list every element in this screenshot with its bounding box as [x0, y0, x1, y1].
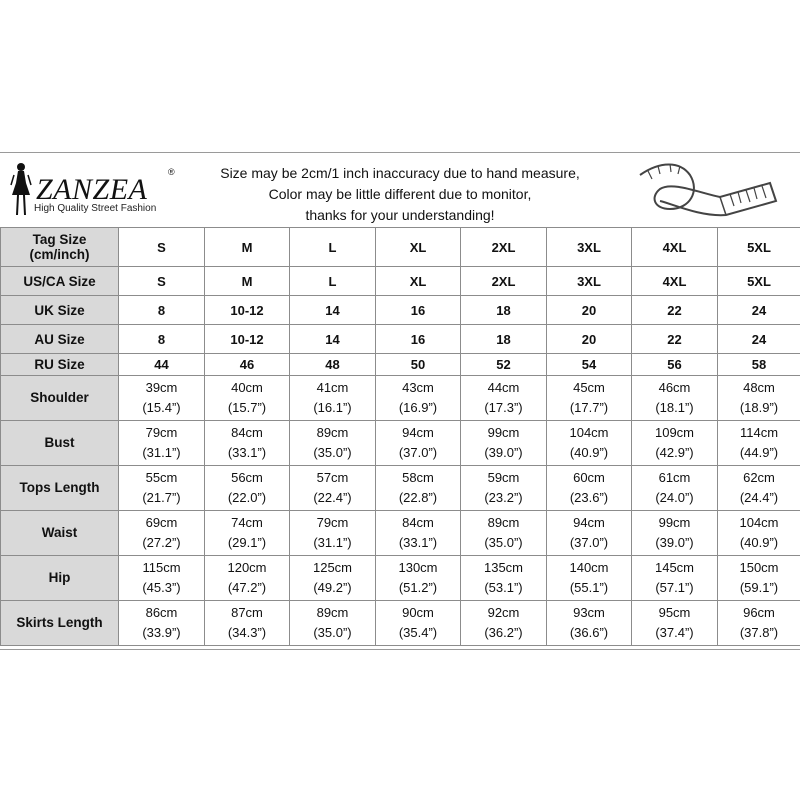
cm-value: 61cm	[658, 470, 691, 485]
measure-cell	[290, 421, 376, 466]
inch-value: (18.1”)	[655, 400, 694, 415]
cm-value: 62cm	[743, 470, 775, 485]
inch-value: (21.7”)	[142, 490, 181, 505]
size-cell: 18	[461, 325, 547, 354]
cm-value: 109cm	[654, 425, 695, 440]
measure-cell	[718, 601, 800, 646]
registered-mark: ®	[168, 167, 175, 177]
brand-name: ZANZEA	[36, 173, 148, 206]
inch-value: (23.2”)	[484, 490, 523, 505]
cm-value: 89cm	[316, 605, 349, 620]
size-cell: 8	[119, 296, 205, 325]
row-label: UK Size	[1, 296, 119, 325]
row-label: Shoulder	[1, 376, 119, 421]
inch-value: (33.1”)	[227, 445, 267, 460]
cm-value: 95cm	[658, 605, 691, 620]
inch-value: (37.4”)	[655, 625, 694, 640]
measure-cell	[205, 466, 290, 511]
inch-value: (33.9”)	[142, 625, 181, 640]
cm-value: 120cm	[227, 560, 267, 575]
measure-cell	[718, 556, 800, 601]
cm-value: 58cm	[402, 470, 434, 485]
cm-value: 69cm	[145, 515, 178, 530]
cm-value: 104cm	[569, 425, 609, 440]
measure-cell	[376, 421, 461, 466]
size-cell: XL	[376, 267, 461, 296]
cm-value: 93cm	[573, 605, 605, 620]
table-row	[1, 556, 800, 601]
size-cell: 14	[290, 325, 376, 354]
size-cell: 24	[718, 325, 800, 354]
cm-value: 84cm	[402, 515, 434, 530]
measure-cell	[290, 466, 376, 511]
size-cell: 4XL	[632, 267, 718, 296]
cm-value: 89cm	[316, 425, 349, 440]
inch-value: (40.9”)	[569, 445, 609, 460]
inch-value: (35.4”)	[398, 625, 438, 640]
table-row	[1, 354, 800, 376]
measure-cell	[461, 556, 547, 601]
inch-value: (34.3”)	[227, 625, 267, 640]
size-cell: 16	[376, 296, 461, 325]
inch-value: (37.8”)	[739, 625, 779, 640]
cm-value: 115cm	[142, 560, 181, 575]
size-cell: 5XL	[718, 267, 800, 296]
measure-cell	[461, 376, 547, 421]
measure-cell	[376, 556, 461, 601]
inch-value: (59.1”)	[739, 580, 779, 595]
measure-cell	[632, 421, 718, 466]
cm-value: 135cm	[483, 560, 524, 575]
inch-value: (15.4”)	[142, 400, 181, 415]
measuring-tape-icon	[630, 157, 780, 221]
size-cell: M	[205, 228, 290, 267]
cm-value: 79cm	[145, 425, 178, 440]
cm-value: 84cm	[231, 425, 263, 440]
inch-value: (36.2”)	[484, 625, 523, 640]
inch-value: (24.0”)	[655, 490, 694, 505]
inch-value: (53.1”)	[484, 580, 523, 595]
inch-value: (39.0”)	[655, 535, 694, 550]
inch-value: (40.9”)	[739, 535, 779, 550]
brand-logo	[10, 161, 180, 219]
inch-value: (31.1”)	[313, 535, 352, 550]
cm-value: 130cm	[398, 560, 438, 575]
notice-line: thanks for your understanding!	[305, 207, 495, 223]
size-cell: L	[290, 267, 376, 296]
cm-value: 94cm	[402, 425, 434, 440]
cm-value: 40cm	[231, 380, 263, 395]
inch-value: (42.9”)	[655, 445, 694, 460]
row-label: Waist	[1, 511, 119, 556]
row-label: Tag Size (cm/inch)	[1, 228, 119, 267]
row-label: RU Size	[1, 354, 119, 376]
size-cell: 46	[205, 354, 290, 376]
inch-value: (16.9”)	[398, 400, 438, 415]
notice-line: Color may be little different due to monitor,	[268, 186, 532, 202]
measure-cell	[119, 376, 205, 421]
table-row	[1, 511, 800, 556]
size-cell: 2XL	[461, 228, 547, 267]
size-cell: 4XL	[632, 228, 718, 267]
table-row	[1, 601, 800, 646]
cm-value: 94cm	[573, 515, 605, 530]
size-cell: 22	[632, 325, 718, 354]
size-cell: 2XL	[461, 267, 547, 296]
measure-cell	[205, 376, 290, 421]
measure-cell	[290, 511, 376, 556]
inch-value: (18.9”)	[739, 400, 779, 415]
size-cell: 22	[632, 296, 718, 325]
inch-value: (47.2”)	[227, 580, 267, 595]
inch-value: (16.1”)	[313, 400, 352, 415]
cm-value: 90cm	[402, 605, 434, 620]
table-row	[1, 421, 800, 466]
inch-value: (29.1”)	[227, 535, 267, 550]
cm-value: 150cm	[739, 560, 779, 575]
measure-cell	[205, 601, 290, 646]
cm-value: 48cm	[743, 380, 775, 395]
inch-value: (15.7”)	[227, 400, 267, 415]
size-cell: 10-12	[205, 296, 290, 325]
size-cell: 18	[461, 296, 547, 325]
size-cell: L	[290, 228, 376, 267]
inch-value: (57.1”)	[655, 580, 694, 595]
inch-value: (27.2”)	[142, 535, 181, 550]
cm-value: 104cm	[739, 515, 779, 530]
table-row	[1, 376, 800, 421]
measure-cell	[547, 511, 632, 556]
cm-value: 86cm	[145, 605, 178, 620]
row-label: Skirts Length	[1, 601, 119, 646]
measure-cell	[461, 511, 547, 556]
cm-value: 96cm	[743, 605, 775, 620]
cm-value: 92cm	[487, 605, 520, 620]
measure-cell	[290, 601, 376, 646]
cm-value: 45cm	[573, 380, 605, 395]
size-cell: 14	[290, 296, 376, 325]
measure-cell	[205, 511, 290, 556]
inch-value: (45.3”)	[142, 580, 181, 595]
size-cell: 20	[547, 296, 632, 325]
measure-cell	[718, 376, 800, 421]
table-row	[1, 267, 800, 296]
row-label: Tops Length	[1, 466, 119, 511]
cm-value: 56cm	[231, 470, 263, 485]
row-label: AU Size	[1, 325, 119, 354]
measure-cell	[632, 511, 718, 556]
size-cell: XL	[376, 228, 461, 267]
cm-value: 59cm	[487, 470, 520, 485]
measure-cell	[119, 601, 205, 646]
measure-cell	[718, 511, 800, 556]
measure-cell	[547, 421, 632, 466]
measurement-notice	[200, 163, 600, 226]
size-chart	[0, 152, 800, 650]
measure-cell	[632, 376, 718, 421]
table-row	[1, 325, 800, 354]
inch-value: (44.9”)	[739, 445, 779, 460]
size-cell: S	[119, 228, 205, 267]
cm-value: 41cm	[316, 380, 349, 395]
size-cell: 52	[461, 354, 547, 376]
inch-value: (36.6”)	[569, 625, 609, 640]
inch-value: (39.0”)	[484, 445, 523, 460]
measure-cell	[376, 466, 461, 511]
inch-value: (35.0”)	[484, 535, 523, 550]
inch-value: (33.1”)	[398, 535, 438, 550]
cm-value: 43cm	[402, 380, 434, 395]
size-cell: 58	[718, 354, 800, 376]
measure-cell	[547, 466, 632, 511]
measure-cell	[461, 421, 547, 466]
measure-cell	[119, 466, 205, 511]
measure-cell	[547, 556, 632, 601]
measure-cell	[461, 601, 547, 646]
inch-value: (22.8”)	[398, 490, 438, 505]
chart-header	[0, 153, 800, 225]
size-cell: 24	[718, 296, 800, 325]
inch-value: (22.4”)	[313, 490, 352, 505]
inch-value: (51.2”)	[398, 580, 438, 595]
cm-value: 46cm	[658, 380, 691, 395]
measure-cell	[632, 466, 718, 511]
size-table	[0, 227, 800, 646]
inch-value: (17.7”)	[569, 400, 609, 415]
size-cell: 3XL	[547, 228, 632, 267]
measure-cell	[290, 376, 376, 421]
measure-cell	[119, 421, 205, 466]
table-row	[1, 296, 800, 325]
inch-value: (35.0”)	[313, 625, 352, 640]
measure-cell	[547, 601, 632, 646]
cm-value: 57cm	[316, 470, 349, 485]
inch-value: (37.0”)	[398, 445, 438, 460]
size-cell: 3XL	[547, 267, 632, 296]
cm-value: 140cm	[569, 560, 609, 575]
measure-cell	[718, 421, 800, 466]
measure-cell	[376, 601, 461, 646]
size-cell: 44	[119, 354, 205, 376]
measure-cell	[119, 511, 205, 556]
size-cell: 56	[632, 354, 718, 376]
cm-value: 74cm	[231, 515, 263, 530]
woman-silhouette-icon	[10, 161, 32, 217]
row-label: US/CA Size	[1, 267, 119, 296]
cm-value: 79cm	[316, 515, 349, 530]
inch-value: (49.2”)	[313, 580, 352, 595]
row-label: Bust	[1, 421, 119, 466]
cm-value: 99cm	[658, 515, 691, 530]
measure-cell	[461, 466, 547, 511]
cm-value: 87cm	[231, 605, 263, 620]
row-label: Hip	[1, 556, 119, 601]
cm-value: 99cm	[487, 425, 520, 440]
measure-cell	[119, 556, 205, 601]
inch-value: (35.0”)	[313, 445, 352, 460]
measure-cell	[290, 556, 376, 601]
measure-cell	[632, 601, 718, 646]
notice-line: Size may be 2cm/1 inch inaccuracy due to hand measure,	[220, 165, 580, 181]
measure-cell	[205, 421, 290, 466]
inch-value: (23.6”)	[569, 490, 609, 505]
measure-cell	[547, 376, 632, 421]
inch-value: (24.4”)	[739, 490, 779, 505]
cm-value: 60cm	[573, 470, 605, 485]
cm-value: 39cm	[145, 380, 178, 395]
measure-cell	[376, 511, 461, 556]
inch-value: (55.1”)	[569, 580, 609, 595]
cm-value: 114cm	[739, 425, 779, 440]
size-cell: 5XL	[718, 228, 800, 267]
inch-value: (37.0”)	[569, 535, 609, 550]
size-cell: 10-12	[205, 325, 290, 354]
size-cell: 20	[547, 325, 632, 354]
size-cell: S	[119, 267, 205, 296]
inch-value: (22.0”)	[227, 490, 267, 505]
cm-value: 55cm	[145, 470, 178, 485]
table-row	[1, 228, 800, 267]
inch-value: (31.1”)	[142, 445, 181, 460]
cm-value: 145cm	[654, 560, 695, 575]
measure-cell	[632, 556, 718, 601]
measure-cell	[205, 556, 290, 601]
brand-tagline: High Quality Street Fashion	[34, 203, 157, 214]
cm-value: 125cm	[312, 560, 353, 575]
measure-cell	[376, 376, 461, 421]
size-cell: 54	[547, 354, 632, 376]
cm-value: 89cm	[487, 515, 520, 530]
size-cell: 16	[376, 325, 461, 354]
size-cell: M	[205, 267, 290, 296]
inch-value: (17.3”)	[484, 400, 523, 415]
table-row	[1, 466, 800, 511]
cm-value: 44cm	[487, 380, 520, 395]
size-cell: 48	[290, 354, 376, 376]
size-cell: 8	[119, 325, 205, 354]
size-cell: 50	[376, 354, 461, 376]
measure-cell	[718, 466, 800, 511]
